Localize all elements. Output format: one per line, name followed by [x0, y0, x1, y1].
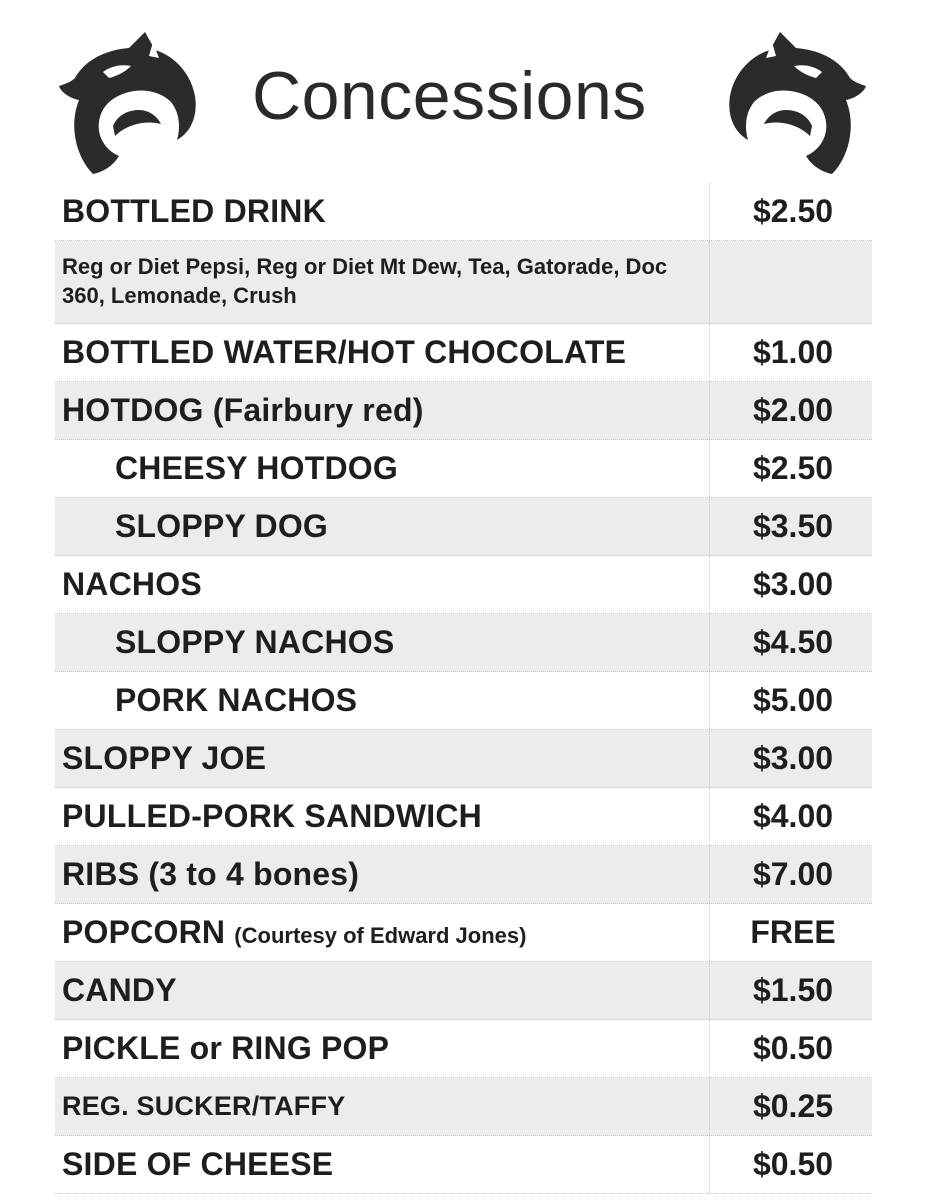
- menu-row: [55, 730, 872, 788]
- item-name: CANDY: [62, 972, 177, 1008]
- item-name: CHEESY HOTDOG: [115, 450, 398, 486]
- item-name: NACHOS: [62, 566, 202, 602]
- item-name-group: [55, 914, 709, 951]
- menu-row: [55, 241, 872, 324]
- menu-row: [55, 1020, 872, 1078]
- item-name: SIDE OF CHEESE: [62, 1146, 334, 1182]
- menu-row: [55, 1078, 872, 1136]
- item-name: PORK NACHOS: [115, 682, 358, 718]
- price-list: [55, 183, 872, 1194]
- item-name: PICKLE or RING POP: [62, 1030, 390, 1066]
- item-name: SLOPPY JOE: [62, 740, 267, 776]
- item-price: $0.25: [709, 1078, 872, 1135]
- panther-head-icon: [52, 26, 204, 176]
- menu-row: [55, 904, 872, 962]
- item-price: FREE: [709, 904, 872, 961]
- item-name: SLOPPY DOG: [115, 508, 329, 544]
- menu-row: [55, 382, 872, 440]
- item-price: $1.50: [709, 962, 872, 1019]
- item-name: HOTDOG (Fairbury red): [62, 392, 424, 428]
- item-price: $0.50: [709, 1020, 872, 1077]
- item-price: $2.50: [709, 440, 872, 497]
- menu-row: [55, 1136, 872, 1194]
- item-name: REG. SUCKER/TAFFY: [62, 1091, 346, 1121]
- menu-header: [0, 0, 927, 183]
- item-price: $4.00: [709, 788, 872, 845]
- page-title: Concessions: [252, 58, 647, 134]
- menu-row: [55, 324, 872, 382]
- menu-row: [55, 846, 872, 904]
- item-price: $2.00: [709, 382, 872, 439]
- panther-head-icon: [721, 26, 873, 176]
- item-name: POPCORN: [62, 914, 226, 950]
- item-description: Reg or Diet Pepsi, Reg or Diet Mt Dew, Tea, Gatorade, Doc 360, Lemonade, Crush: [62, 254, 668, 308]
- item-price: $5.00: [709, 672, 872, 729]
- item-price: $3.50: [709, 498, 872, 555]
- menu-row: [55, 440, 872, 498]
- item-price: $3.00: [709, 556, 872, 613]
- item-note: (Courtesy of Edward Jones): [234, 923, 527, 948]
- menu-row: [55, 498, 872, 556]
- menu-row: [55, 962, 872, 1020]
- item-name: RIBS (3 to 4 bones): [62, 856, 360, 892]
- item-name: BOTTLED WATER/HOT CHOCOLATE: [62, 334, 627, 370]
- item-price: $0.50: [709, 1136, 872, 1193]
- menu-row: [55, 183, 872, 241]
- item-price: $3.00: [709, 730, 872, 787]
- item-price: $1.00: [709, 324, 872, 381]
- item-name: SLOPPY NACHOS: [115, 624, 395, 660]
- menu-row: [55, 556, 872, 614]
- item-name: BOTTLED DRINK: [62, 193, 326, 229]
- menu-row: [55, 788, 872, 846]
- item-price: $2.50: [709, 183, 872, 240]
- menu-row: [55, 672, 872, 730]
- item-price: $7.00: [709, 846, 872, 903]
- item-price: [709, 241, 872, 323]
- menu-row: [55, 614, 872, 672]
- item-price: $4.50: [709, 614, 872, 671]
- item-name: PULLED-PORK SANDWICH: [62, 798, 482, 834]
